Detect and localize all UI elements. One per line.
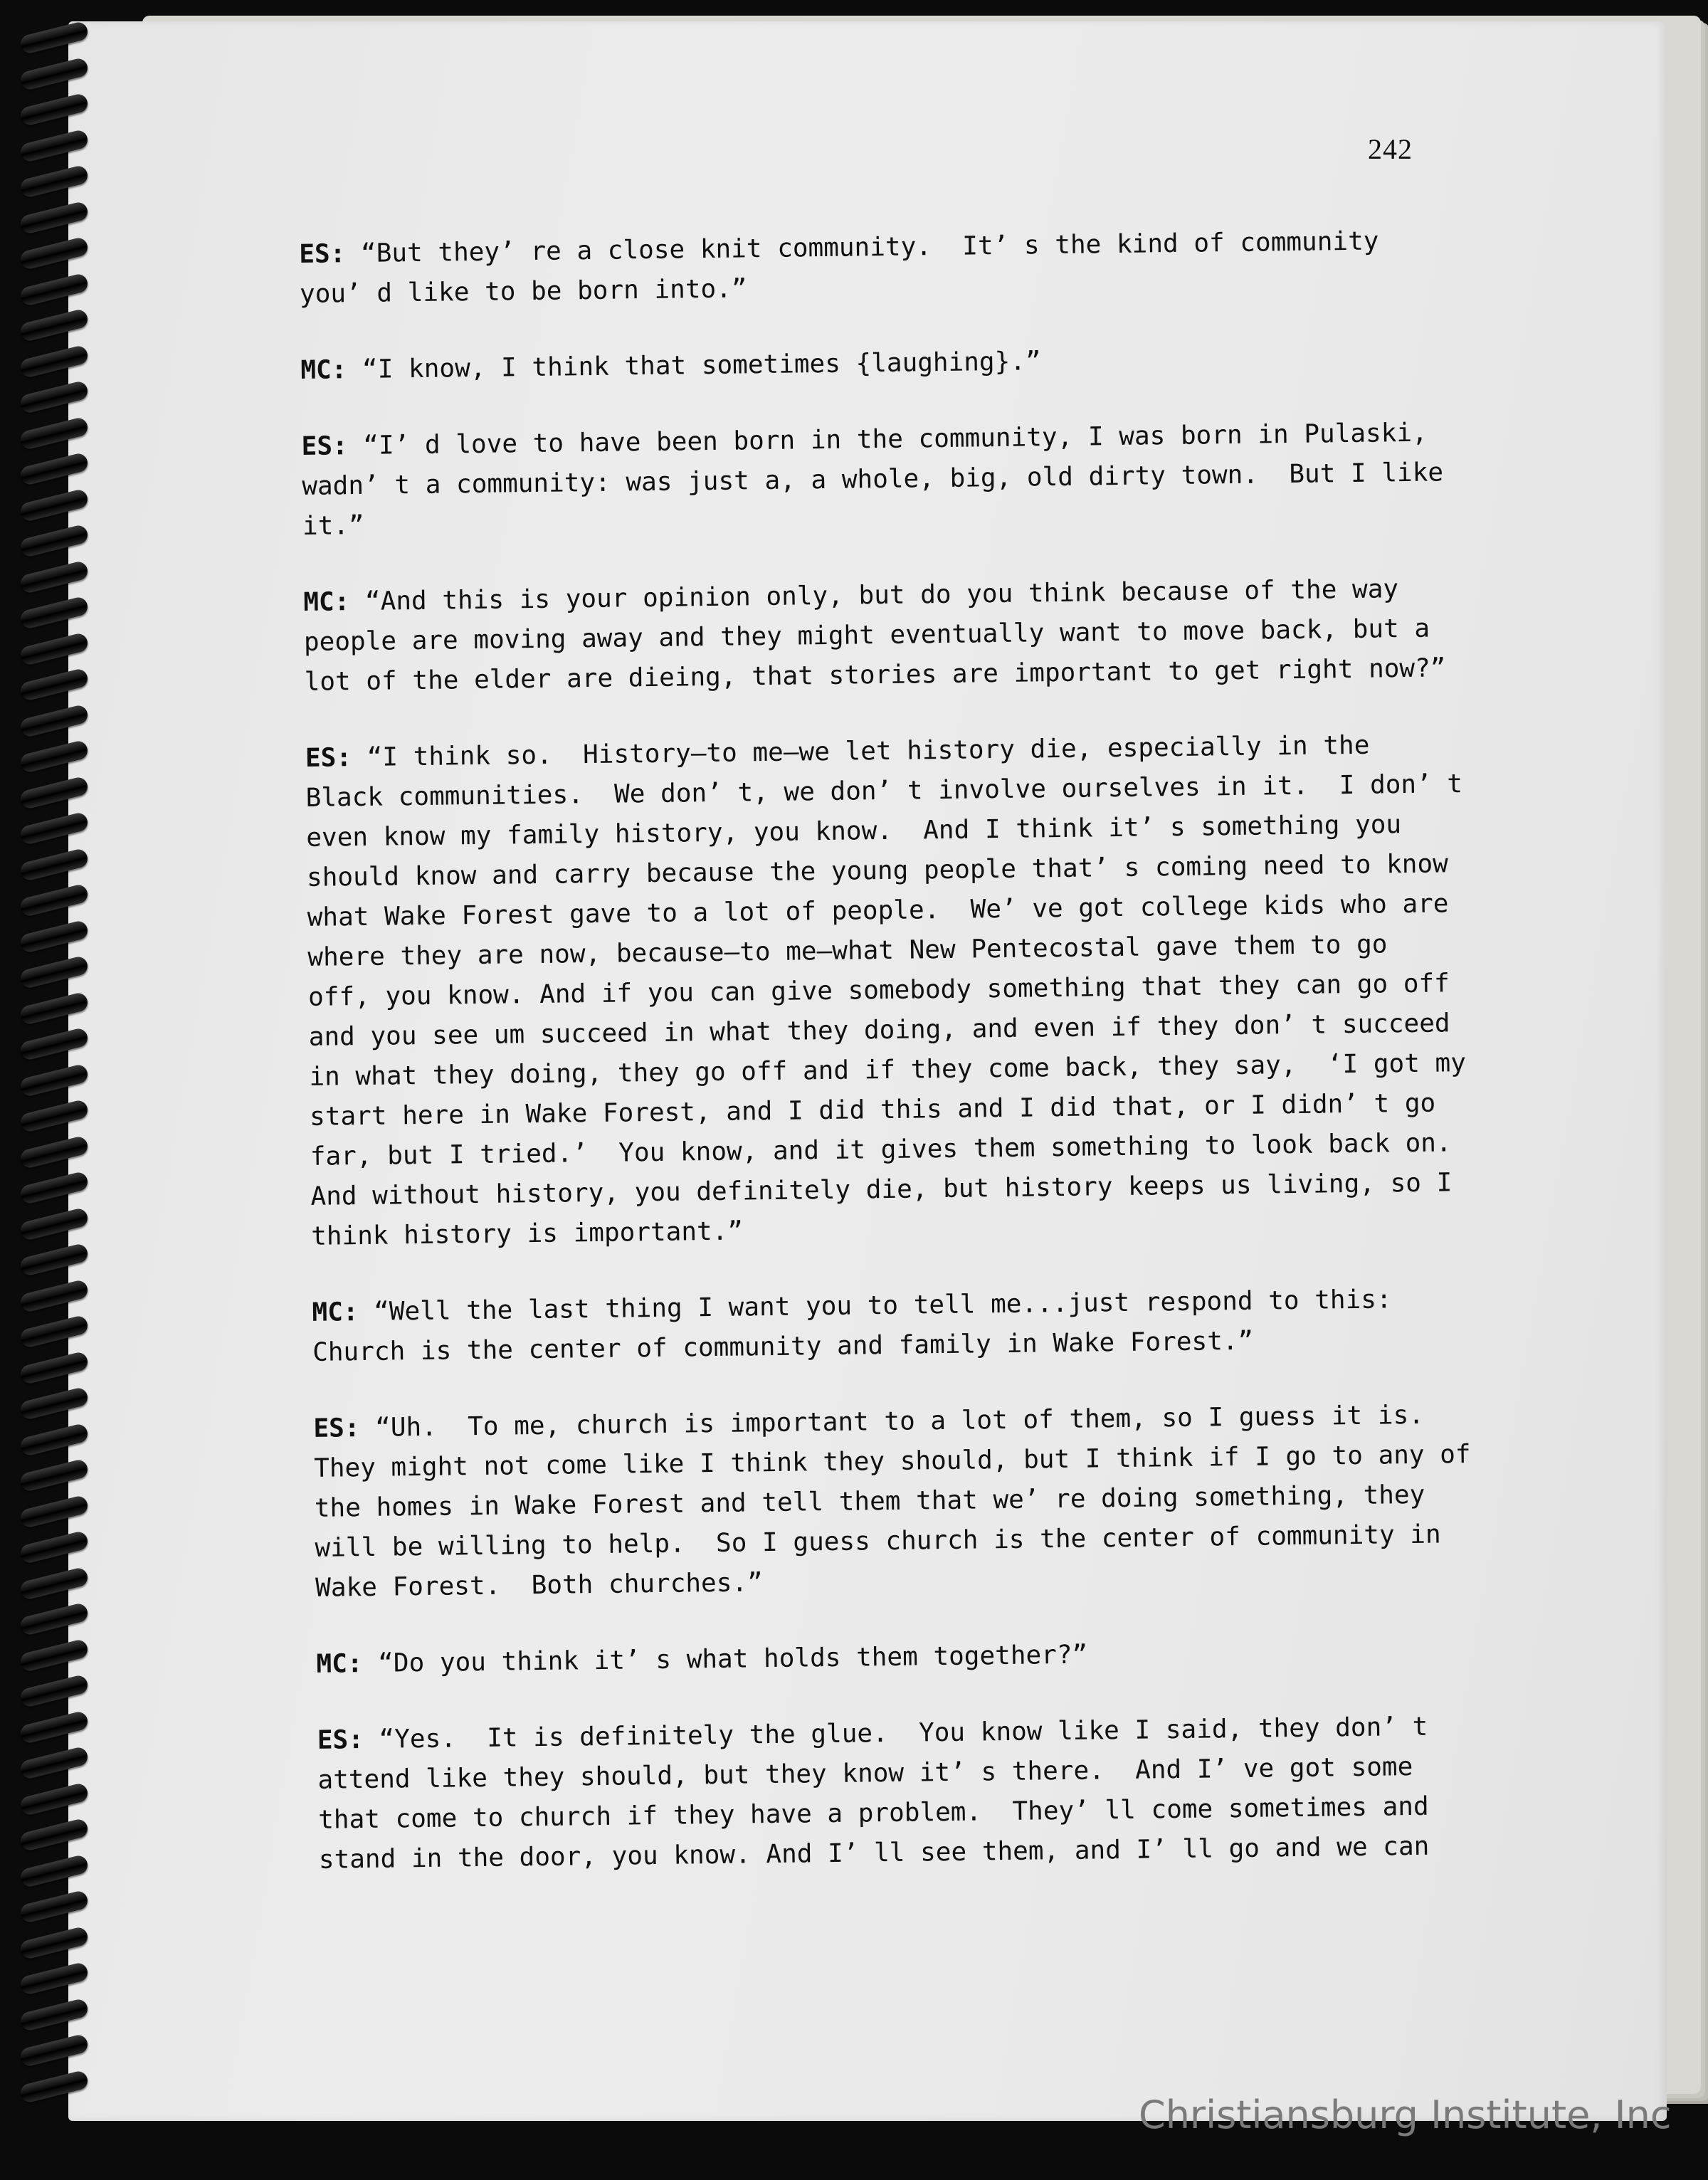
- speaker-label: MC:: [316, 1649, 363, 1679]
- binding-coil: [19, 2033, 89, 2068]
- spiral-binding: [20, 28, 91, 2128]
- line-text: Church is the center of community and family in Wake Forest.”: [312, 1326, 1254, 1367]
- line-text: what Wake Forest gave to a lot of people. We’ ve got college kids who are: [307, 889, 1449, 932]
- line-text: “Yes. It is definitely the glue. You know like I said, they don’ t: [363, 1712, 1428, 1755]
- transcript-text: [299, 220, 1529, 1917]
- line-text: far, but I tried.’ You know, and it gives them something to look back on.: [310, 1128, 1452, 1171]
- line-text: will be willing to help. So I guess church is the center of community in: [315, 1520, 1441, 1563]
- line-text: even know my family history, you know. And I think it’ s something you: [306, 810, 1402, 853]
- line-text: And without history, you definitely die, but history keeps us living, so I: [310, 1168, 1453, 1211]
- binding-coil: [19, 236, 89, 270]
- line-text: stand in the door, you know. And I’ ll see them, and I’ ll go and we can: [318, 1831, 1430, 1875]
- transcript-paragraph: [299, 220, 1509, 315]
- binding-coil: [19, 1315, 89, 1349]
- binding-coil: [19, 1818, 89, 1852]
- binding-coil: [19, 488, 89, 522]
- binding-coil: [19, 1350, 89, 1384]
- speaker-label: MC:: [312, 1297, 359, 1327]
- speaker-label: ES:: [301, 431, 348, 461]
- binding-coil: [19, 919, 89, 953]
- line-text: “Well the last thing I want you to tell me...just respond to this:: [358, 1285, 1392, 1327]
- binding-coil: [19, 1925, 89, 1959]
- transcript-paragraph: [300, 336, 1511, 391]
- line-text: it.”: [302, 510, 364, 541]
- binding-coil: [19, 1710, 89, 1744]
- line-text: “Uh. To me, church is important to a lot of them, so I guess it is.: [359, 1400, 1425, 1443]
- binding-coil: [19, 559, 89, 594]
- binding-coil: [19, 847, 89, 881]
- binding-coil: [19, 1171, 89, 1205]
- binding-coil: [19, 1027, 89, 1061]
- binding-coil: [19, 596, 89, 630]
- binding-coil: [19, 200, 89, 234]
- binding-coil: [19, 452, 89, 486]
- line-text: where they are now, because—to me—what New Pentecostal gave them to go: [307, 930, 1388, 972]
- transcript-paragraph: [305, 724, 1522, 1257]
- binding-coil: [19, 21, 89, 55]
- line-text: off, you know. And if you can give somebody something that they can go off: [307, 969, 1450, 1012]
- binding-coil: [19, 668, 89, 702]
- binding-coil: [19, 1494, 89, 1528]
- line-text: They might not come like I think they should, but I think if I go to any of: [313, 1440, 1471, 1483]
- binding-coil: [19, 1422, 89, 1456]
- watermark: Christiansburg Institute, Inc: [1139, 2092, 1672, 2137]
- line-text: people are moving away and they might eventually want to move back, but a: [303, 614, 1430, 657]
- speaker-label: MC:: [300, 355, 347, 385]
- binding-coil: [19, 703, 89, 737]
- binding-coil: [19, 1243, 89, 1277]
- binding-coil: [19, 1853, 89, 1887]
- binding-coil: [19, 1602, 89, 1636]
- binding-coil: [19, 308, 89, 342]
- transcript-paragraph: [301, 412, 1512, 547]
- line-text: “I know, I think that sometimes {laughing}.”: [347, 347, 1041, 385]
- binding-coil: [19, 1063, 89, 1097]
- transcript-line: [300, 336, 1511, 391]
- binding-coil: [19, 1997, 89, 2031]
- binding-coil: [19, 1781, 89, 1816]
- binding-coil: [19, 631, 89, 665]
- line-text: Black communities. We don’ t, we don’ t involve ourselves in it. I don’ t: [305, 769, 1463, 813]
- line-text: “Do you think it’ s what holds them together?”: [362, 1640, 1088, 1679]
- speaker-label: ES:: [299, 239, 346, 269]
- binding-coil: [19, 380, 89, 414]
- binding-coil: [19, 955, 89, 989]
- transcript-paragraph: [316, 1630, 1527, 1685]
- binding-coil: [19, 56, 89, 90]
- line-text: “But they’ re a close knit community. It’ s the kind of community: [345, 226, 1379, 269]
- binding-coil: [19, 524, 89, 558]
- line-text: think history is important.”: [310, 1216, 744, 1251]
- page-number: 242: [1368, 133, 1413, 165]
- binding-coil: [19, 1206, 89, 1241]
- binding-coil: [19, 775, 89, 809]
- line-text: and you see um succeed in what they doing, and even if they don’ t succeed: [308, 1009, 1450, 1052]
- transcript-paragraph: [312, 1278, 1522, 1373]
- line-text: you’ d like to be born into.”: [299, 274, 747, 309]
- line-text: in what they doing, they go off and if they come back, they say, ‘I got my: [309, 1048, 1467, 1092]
- binding-coil: [19, 1746, 89, 1780]
- binding-coil: [19, 1638, 89, 1672]
- binding-coil: [19, 1530, 89, 1564]
- line-text: should know and carry because the young people that’ s coming need to know: [306, 849, 1449, 892]
- binding-coil: [19, 991, 89, 1025]
- transcript-paragraph: [303, 568, 1514, 702]
- speaker-label: ES:: [317, 1725, 364, 1755]
- binding-coil: [19, 344, 89, 378]
- line-text: wadn’ t a community: was just a, a whole, big, old dirty town. But I like: [302, 458, 1444, 501]
- line-text: Wake Forest. Both churches.”: [315, 1568, 763, 1603]
- line-text: “And this is your opinion only, but do you think because of the way: [349, 574, 1399, 617]
- binding-coil: [19, 1890, 89, 1924]
- binding-coil: [19, 1386, 89, 1421]
- transcript-line: [316, 1630, 1527, 1685]
- binding-coil: [19, 1566, 89, 1600]
- binding-coil: [19, 272, 89, 306]
- speaker-label: ES:: [305, 743, 352, 773]
- binding-coil: [19, 811, 89, 846]
- binding-coil: [19, 1458, 89, 1492]
- line-text: “I think so. History—to me—we let history die, especially in the: [351, 730, 1370, 773]
- line-text: attend like they should, but they know it’ s there. And I’ ve got some: [317, 1752, 1413, 1795]
- line-text: lot of the elder are dieing, that stories are important to get right now?”: [304, 653, 1446, 697]
- transcript-paragraph: [317, 1706, 1529, 1880]
- binding-coil: [19, 883, 89, 917]
- line-text: start here in Wake Forest, and I did this and I did that, or I didn’ t go: [309, 1088, 1436, 1132]
- binding-coil: [19, 1099, 89, 1133]
- binding-coil: [19, 1962, 89, 1996]
- binding-coil: [19, 128, 89, 162]
- binding-coil: [19, 2069, 89, 2103]
- line-text: the homes in Wake Forest and tell them that we’ re doing something, they: [314, 1480, 1425, 1523]
- binding-coil: [19, 1674, 89, 1708]
- binding-coil: [19, 1134, 89, 1169]
- binding-coil: [19, 164, 89, 199]
- line-text: “I’ d love to have been born in the community, I was born in Pulaski,: [347, 418, 1428, 461]
- transcript-paragraph: [313, 1394, 1525, 1608]
- binding-coil: [19, 93, 89, 127]
- binding-coil: [19, 739, 89, 774]
- line-text: that come to church if they have a problem. They’ ll come sometimes and: [317, 1791, 1429, 1835]
- speaker-label: MC:: [303, 587, 350, 617]
- speaker-label: ES:: [313, 1413, 360, 1443]
- binding-coil: [19, 416, 89, 450]
- binding-coil: [19, 1278, 89, 1312]
